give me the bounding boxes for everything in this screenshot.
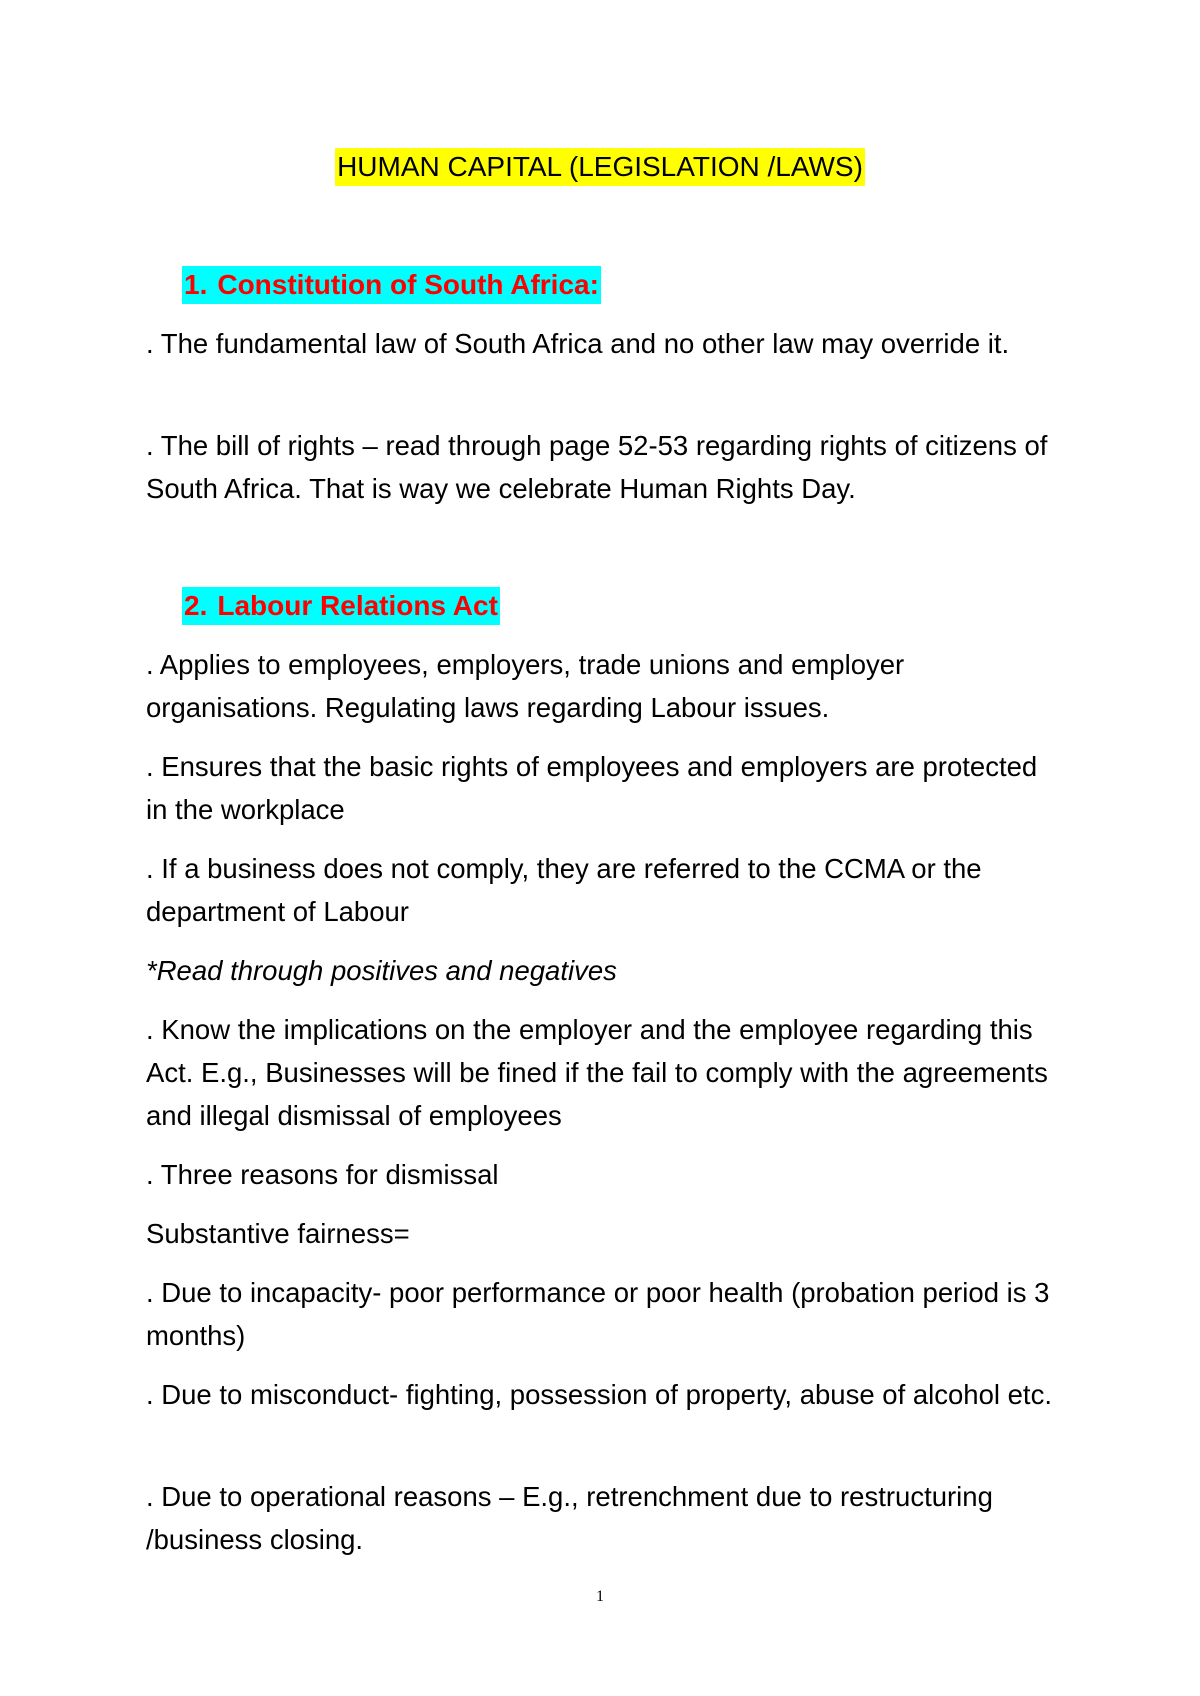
paragraph: . Three reasons for dismissal: [146, 1159, 499, 1190]
paragraph: . Know the implications on the employer and the employee regarding this Act. E.g., Businesses will be fined if the fail to comply with the agreements and illegal dismissal of employees: [146, 1014, 1048, 1131]
section-number: 1.: [184, 269, 208, 300]
paragraph: . The fundamental law of South Africa and no other law may override it.: [146, 328, 1010, 359]
section-heading-labour-relations-act: [182, 587, 500, 625]
paragraph: . The bill of rights – read through page 52-53 regarding rights of citizens of South Africa. That is way we celebrate Human Rights Day.: [146, 430, 1048, 504]
section-number: 2.: [184, 590, 208, 621]
section-title: Constitution of South Africa:: [217, 269, 599, 300]
paragraph: . Due to operational reasons – E.g., retrenchment due to restructuring /business closing.: [146, 1481, 993, 1555]
paragraph: . Applies to employees, employers, trade unions and employer organisations. Regulating laws regarding Labour issues.: [146, 649, 905, 723]
italic-note: *Read through positives and negatives: [146, 955, 617, 986]
paragraph: Substantive fairness=: [146, 1218, 410, 1249]
section-heading-constitution: [182, 266, 601, 304]
paragraph: . Ensures that the basic rights of employees and employers are protected in the workplace: [146, 751, 1038, 825]
paragraph: . If a business does not comply, they are referred to the CCMA or the department of Labour: [146, 853, 982, 927]
title-container: [0, 148, 1200, 186]
page-number: 1: [596, 1588, 604, 1605]
document-title: HUMAN CAPITAL (LEGISLATION /LAWS): [335, 148, 865, 186]
section-title: Labour Relations Act: [217, 590, 498, 621]
paragraph: . Due to incapacity- poor performance or poor health (probation period is 3 months): [146, 1277, 1050, 1351]
paragraph: . Due to misconduct- fighting, possession of property, abuse of alcohol etc.: [146, 1379, 1052, 1410]
